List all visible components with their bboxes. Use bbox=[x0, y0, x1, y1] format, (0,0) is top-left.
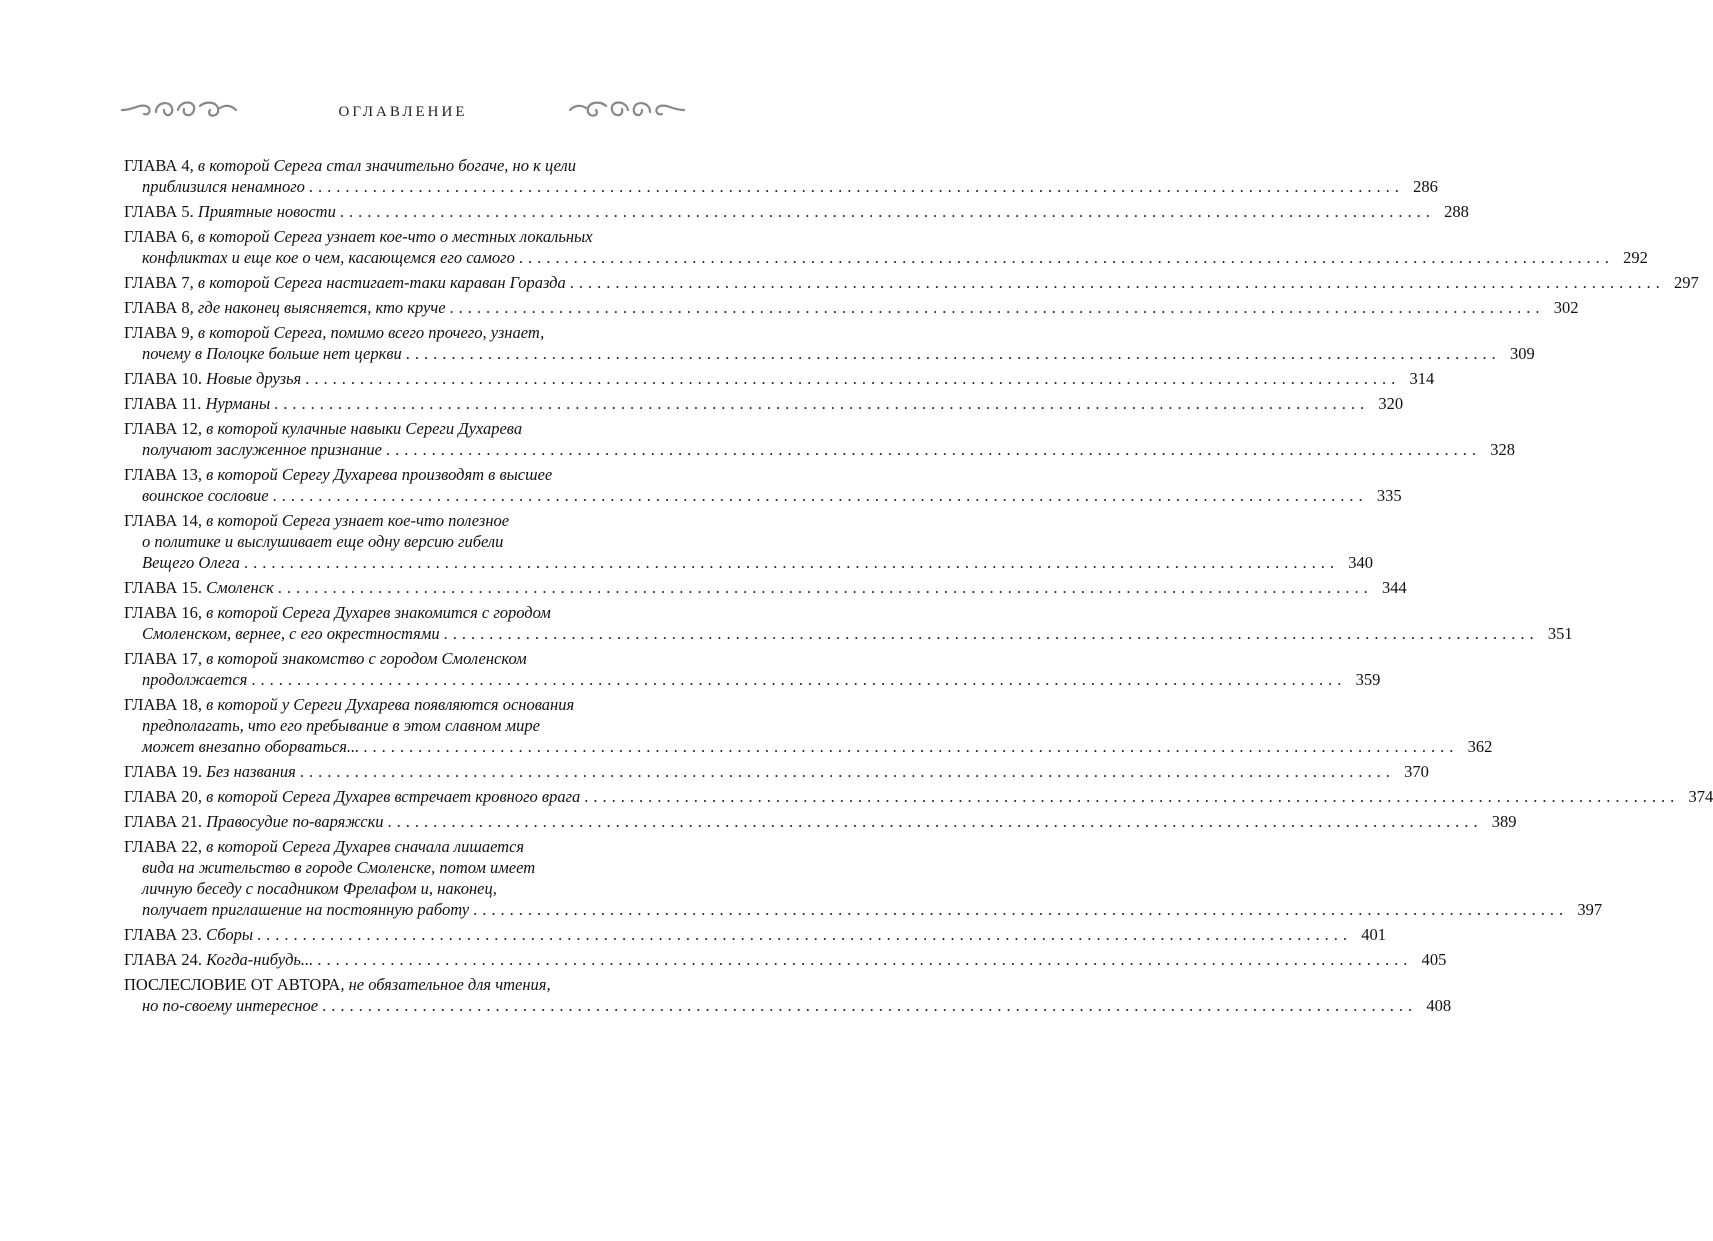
table-of-contents bbox=[124, 155, 1713, 1020]
chapter-title: , в которой Серега узнает кое-что о местных локальных bbox=[189, 227, 593, 246]
dot-leader: ........................................................................................................................ bbox=[251, 670, 1347, 689]
chapter-title: почему в Полоцке больше нет церкви bbox=[142, 344, 402, 363]
toc-label bbox=[124, 393, 270, 414]
dot-leader: ........................................................................................................................ bbox=[317, 950, 1413, 969]
toc-label bbox=[142, 343, 402, 364]
toc-line bbox=[124, 694, 686, 715]
toc-label bbox=[124, 949, 313, 970]
dot-leader: ........................................................................................................................ bbox=[584, 787, 1680, 806]
dot-leader: ........................................................................................................................ bbox=[272, 486, 1368, 505]
toc-line bbox=[124, 464, 686, 485]
dot-leader: ........................................................................................................................ bbox=[243, 553, 1339, 572]
page-number: 335 bbox=[1376, 486, 1402, 505]
toc-label bbox=[142, 532, 503, 551]
toc-line bbox=[124, 715, 686, 736]
page-number: 297 bbox=[1674, 273, 1699, 292]
toc-label bbox=[124, 695, 574, 714]
toc-line bbox=[124, 811, 1517, 832]
dot-leader: ........................................................................................................................ bbox=[363, 737, 1459, 756]
toc-line bbox=[124, 857, 686, 878]
page-number: 405 bbox=[1421, 950, 1447, 969]
dot-leader: ........................................................................................................................ bbox=[405, 344, 1501, 363]
chapter-heading: ГЛАВА 4 bbox=[124, 156, 190, 175]
chapter-heading: ГЛАВА 17 bbox=[124, 649, 198, 668]
chapter-heading: ГЛАВА 7 bbox=[124, 273, 190, 292]
toc-line bbox=[124, 155, 686, 176]
page-number: 359 bbox=[1355, 670, 1381, 689]
toc-line bbox=[124, 322, 686, 343]
chapter-title: вида на жительство в городе Смоленске, потом имеет bbox=[142, 858, 536, 877]
chapter-title: , в которой Серега стал значительно богаче, но к цели bbox=[189, 156, 576, 175]
chapter-title: Нурманы bbox=[201, 394, 271, 413]
toc-label bbox=[124, 465, 552, 484]
chapter-title: получают заслуженное признание bbox=[142, 440, 382, 459]
page-number: 370 bbox=[1404, 762, 1429, 781]
toc-line bbox=[124, 510, 686, 531]
toc-line bbox=[124, 899, 1603, 920]
toc-label bbox=[124, 761, 296, 782]
toc-entry bbox=[124, 648, 1381, 690]
page-title: ОГЛАВЛЕНИЕ bbox=[338, 104, 468, 120]
toc-label bbox=[124, 227, 593, 246]
toc-line bbox=[124, 297, 1579, 318]
chapter-heading: ГЛАВА 15. bbox=[124, 578, 203, 597]
page-number: 292 bbox=[1623, 248, 1648, 267]
toc-line bbox=[124, 995, 1452, 1016]
toc-label bbox=[142, 879, 497, 898]
toc-line bbox=[124, 974, 686, 995]
toc-entry bbox=[124, 949, 1447, 970]
chapter-title: Приятные новости bbox=[193, 202, 336, 221]
chapter-title: предполагать, что его пребывание в этом славном мире bbox=[142, 716, 540, 735]
toc-label bbox=[124, 272, 566, 293]
chapter-title: , не обязательное для чтения, bbox=[340, 975, 551, 994]
dot-leader: ........................................................................................................................ bbox=[449, 298, 1545, 317]
toc-entry bbox=[124, 510, 1373, 573]
toc-entry bbox=[124, 368, 1435, 389]
chapter-title: может внезапно оборваться... bbox=[142, 737, 360, 756]
chapter-title: , в которой Серега настигает-таки караван Горазда bbox=[189, 273, 566, 292]
chapter-title: получает приглашение на постоянную работу bbox=[142, 900, 470, 919]
chapter-title: , в которой кулачные навыки Сереги Духарева bbox=[197, 419, 523, 438]
toc-label bbox=[142, 736, 359, 757]
toc-entry bbox=[124, 155, 1438, 197]
toc-label bbox=[124, 924, 253, 945]
toc-label bbox=[124, 577, 274, 598]
page-header bbox=[120, 94, 686, 134]
toc-line bbox=[124, 485, 1402, 506]
chapter-title: , в которой Серега Духарев знакомится с городом bbox=[197, 603, 551, 622]
toc-entry bbox=[124, 322, 1535, 364]
chapter-title: Вещего Олега bbox=[142, 553, 240, 572]
page-number: 328 bbox=[1490, 440, 1515, 459]
toc-entry bbox=[124, 418, 1515, 460]
chapter-heading: ГЛАВА 22 bbox=[124, 837, 198, 856]
chapter-title: , в которой у Сереги Духарева появляются основания bbox=[197, 695, 575, 714]
toc-entry bbox=[124, 577, 1407, 598]
page-number: 340 bbox=[1348, 553, 1373, 572]
chapter-heading: ГЛАВА 20 bbox=[124, 787, 198, 806]
chapter-title: , в которой знакомство с городом Смоленском bbox=[197, 649, 527, 668]
dot-leader: ........................................................................................................................ bbox=[305, 369, 1401, 388]
toc-line bbox=[124, 602, 686, 623]
toc-line bbox=[124, 761, 1429, 782]
chapter-title: , в которой Серега узнает кое-что полезное bbox=[197, 511, 510, 530]
toc-label bbox=[124, 786, 580, 807]
chapter-heading: ГЛАВА 18 bbox=[124, 695, 198, 714]
dot-leader: ........................................................................................................................ bbox=[518, 248, 1614, 267]
chapter-title: Сборы bbox=[202, 925, 254, 944]
dot-leader: ........................................................................................................................ bbox=[443, 624, 1539, 643]
chapter-title: личную беседу с посадником Фрелафом и, наконец, bbox=[142, 879, 497, 898]
toc-line bbox=[124, 226, 686, 247]
chapter-title: продолжается bbox=[142, 670, 248, 689]
dot-leader: ........................................................................................................................ bbox=[339, 202, 1435, 221]
toc-entry bbox=[124, 811, 1517, 832]
toc-line bbox=[124, 272, 1699, 293]
toc-line bbox=[124, 786, 1713, 807]
toc-line bbox=[124, 343, 1535, 364]
toc-entry bbox=[124, 297, 1579, 318]
toc-label bbox=[124, 419, 522, 438]
page-number: 397 bbox=[1577, 900, 1603, 919]
toc-label bbox=[142, 439, 382, 460]
chapter-title: воинское сословие bbox=[142, 486, 269, 505]
toc-label bbox=[124, 811, 384, 832]
toc-label bbox=[124, 368, 301, 389]
toc-entry bbox=[124, 226, 1648, 268]
page-number: 362 bbox=[1467, 737, 1493, 756]
toc-line bbox=[124, 924, 1387, 945]
toc-line bbox=[124, 577, 1407, 598]
toc-entry bbox=[124, 924, 1387, 945]
chapter-title: о политике и выслушивает еще одну версию гибели bbox=[142, 532, 504, 551]
toc-entry bbox=[124, 786, 1713, 807]
chapter-heading: ГЛАВА 16 bbox=[124, 603, 198, 622]
chapter-heading: ПОСЛЕСЛОВИЕ ОТ АВТОРА bbox=[124, 975, 341, 994]
toc-label bbox=[142, 247, 515, 268]
toc-line bbox=[124, 669, 1381, 690]
chapter-heading: ГЛАВА 24. bbox=[124, 950, 203, 969]
toc-entry bbox=[124, 694, 1493, 757]
toc-entry bbox=[124, 761, 1429, 782]
chapter-heading: ГЛАВА 5. bbox=[124, 202, 194, 221]
chapter-heading: ГЛАВА 23. bbox=[124, 925, 203, 944]
chapter-title: Смоленск bbox=[202, 578, 274, 597]
dot-leader: ........................................................................................................................ bbox=[387, 812, 1483, 831]
dot-leader: ........................................................................................................................ bbox=[277, 578, 1373, 597]
dot-leader: ........................................................................................................................ bbox=[257, 925, 1353, 944]
chapter-title: , в которой Серегу Духарева производят в высшее bbox=[197, 465, 553, 484]
chapter-heading: ГЛАВА 19. bbox=[124, 762, 203, 781]
toc-label bbox=[124, 201, 336, 222]
toc-entry bbox=[124, 836, 1603, 920]
chapter-heading: ГЛАВА 6 bbox=[124, 227, 190, 246]
toc-line bbox=[124, 418, 686, 439]
page-number: 344 bbox=[1381, 578, 1407, 597]
toc-label bbox=[142, 899, 469, 920]
chapter-heading: ГЛАВА 14 bbox=[124, 511, 198, 530]
toc-label bbox=[142, 858, 535, 877]
chapter-title: конфликтах и еще кое о чем, касающемся его самого bbox=[142, 248, 515, 267]
toc-line bbox=[124, 176, 1438, 197]
toc-line bbox=[124, 531, 686, 552]
toc-line bbox=[124, 949, 1447, 970]
toc-entry bbox=[124, 974, 1452, 1016]
toc-label bbox=[124, 297, 446, 318]
dot-leader: ........................................................................................................................ bbox=[386, 440, 1481, 459]
dot-leader: ........................................................................................................................ bbox=[322, 996, 1418, 1015]
toc-line bbox=[124, 623, 1573, 644]
toc-line bbox=[124, 393, 1404, 414]
chapter-heading: ГЛАВА 13 bbox=[124, 465, 198, 484]
page-number: 408 bbox=[1426, 996, 1452, 1015]
toc-label bbox=[142, 716, 540, 735]
chapter-title: Без названия bbox=[202, 762, 296, 781]
toc-label bbox=[124, 323, 544, 342]
chapter-title: , где наконец выясняется, кто круче bbox=[189, 298, 446, 317]
dot-leader: ........................................................................................................................ bbox=[299, 762, 1395, 781]
toc-entry bbox=[124, 464, 1402, 506]
dot-leader: ........................................................................................................................ bbox=[308, 177, 1404, 196]
dot-leader: ........................................................................................................................ bbox=[274, 394, 1370, 413]
chapter-title: но по-своему интересное bbox=[142, 996, 319, 1015]
chapter-title: , в которой Серега Духарев встречает кровного врага bbox=[197, 787, 581, 806]
page-number: 374 bbox=[1688, 787, 1713, 806]
toc-line bbox=[124, 439, 1515, 460]
toc-entry bbox=[124, 272, 1699, 293]
dot-leader: ........................................................................................................................ bbox=[569, 273, 1665, 292]
toc-label bbox=[124, 511, 509, 530]
toc-label bbox=[124, 156, 576, 175]
page-number: 320 bbox=[1378, 394, 1404, 413]
chapter-title: Смоленском, вернее, с его окрестностями bbox=[142, 624, 440, 643]
toc-line bbox=[124, 648, 686, 669]
page-number: 288 bbox=[1444, 202, 1469, 221]
toc-label bbox=[124, 975, 551, 994]
chapter-heading: ГЛАВА 11. bbox=[124, 394, 202, 413]
toc-line bbox=[124, 201, 1469, 222]
chapter-heading: ГЛАВА 12 bbox=[124, 419, 198, 438]
ornament-right-icon bbox=[568, 96, 686, 122]
toc-line bbox=[124, 836, 686, 857]
chapter-title: Новые друзья bbox=[202, 369, 302, 388]
chapter-title: , в которой Серега Духарев сначала лишается bbox=[197, 837, 525, 856]
toc-line bbox=[124, 736, 1493, 757]
toc-label bbox=[124, 837, 524, 856]
chapter-title: Когда-нибудь... bbox=[202, 950, 314, 969]
page-number: 314 bbox=[1409, 369, 1435, 388]
toc-line bbox=[124, 247, 1648, 268]
chapter-heading: ГЛАВА 10. bbox=[124, 369, 203, 388]
chapter-title: Правосудие по-варяжски bbox=[202, 812, 384, 831]
toc-label bbox=[142, 485, 269, 506]
toc-entry bbox=[124, 393, 1404, 414]
toc-label bbox=[142, 669, 247, 690]
toc-label bbox=[142, 995, 318, 1016]
toc-label bbox=[124, 603, 551, 622]
page-number: 389 bbox=[1491, 812, 1517, 831]
chapter-heading: ГЛАВА 8 bbox=[124, 298, 190, 317]
toc-line bbox=[124, 368, 1435, 389]
toc-entry bbox=[124, 602, 1573, 644]
toc-label bbox=[142, 176, 305, 197]
dot-leader: ........................................................................................................................ bbox=[473, 900, 1569, 919]
page-number: 351 bbox=[1547, 624, 1573, 643]
toc-line bbox=[124, 552, 1373, 573]
chapter-heading: ГЛАВА 9 bbox=[124, 323, 190, 342]
toc-entry bbox=[124, 201, 1469, 222]
toc-label bbox=[124, 649, 527, 668]
page-number: 401 bbox=[1361, 925, 1387, 944]
page-number: 286 bbox=[1413, 177, 1438, 196]
page-number: 302 bbox=[1553, 298, 1579, 317]
chapter-heading: ГЛАВА 21. bbox=[124, 812, 203, 831]
toc-label bbox=[142, 623, 440, 644]
chapter-title: приблизился ненамного bbox=[142, 177, 305, 196]
toc-line bbox=[124, 878, 686, 899]
page-number: 309 bbox=[1510, 344, 1535, 363]
chapter-title: , в которой Серега, помимо всего прочего, узнает, bbox=[189, 323, 545, 342]
toc-label bbox=[142, 552, 240, 573]
